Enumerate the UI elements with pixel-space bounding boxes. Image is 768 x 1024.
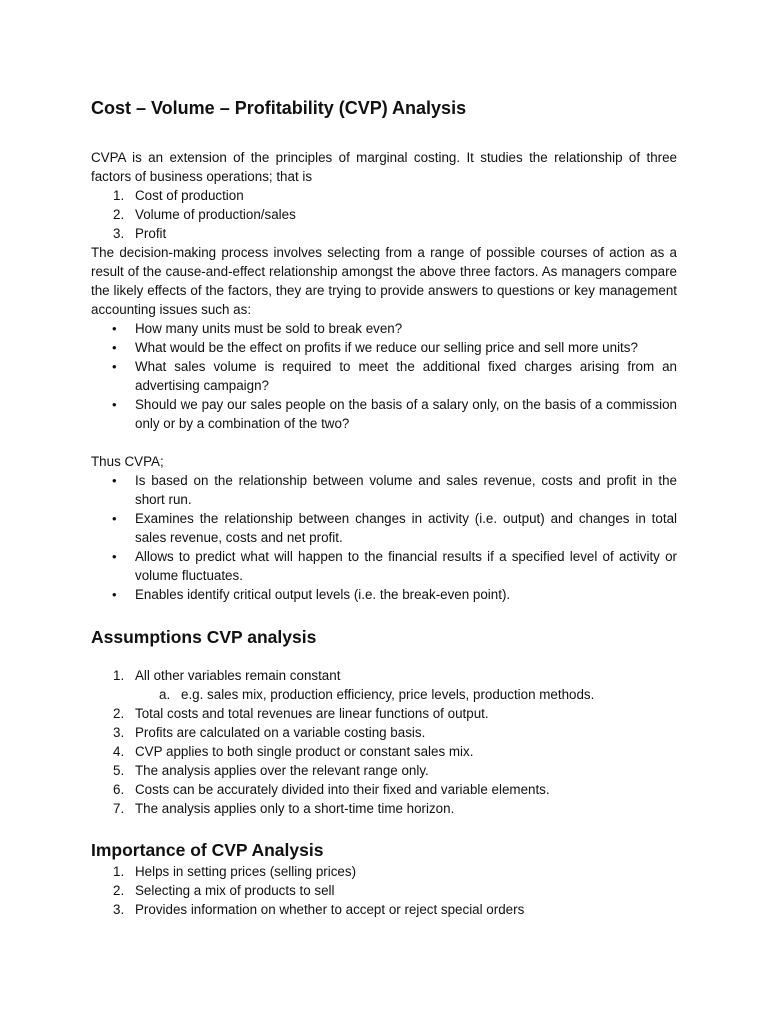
list-item	[91, 186, 677, 205]
assumptions-heading: Assumptions CVP analysis	[91, 627, 317, 647]
list-marker: 2.	[113, 207, 125, 222]
list-item-text: The analysis applies only to a short-time time horizon.	[135, 801, 455, 816]
list-item-text: Enables identify critical output levels (i.e. the break-even point).	[135, 587, 511, 602]
list-item-text: Cost of production	[135, 188, 244, 203]
importance-list	[91, 862, 677, 919]
list-item	[91, 780, 677, 799]
thus-label: Thus CVPA;	[91, 454, 164, 469]
list-item	[91, 723, 677, 742]
list-item-text: Helps in setting prices (selling prices)	[135, 864, 357, 879]
list-item-text: Volume of production/sales	[135, 207, 296, 222]
list-marker: 5.	[113, 763, 125, 778]
thus-list	[91, 471, 677, 604]
importance-heading: Importance of CVP Analysis	[91, 840, 324, 860]
list-marker: 1.	[113, 864, 125, 879]
bullet-icon: •	[112, 473, 117, 488]
list-item-text: Should we pay our sales people on the basis of a salary only, on the basis of a commission only or by a combination of the two?	[135, 397, 677, 431]
list-item	[91, 761, 677, 780]
bullet-icon: •	[112, 511, 117, 526]
bullet-icon: •	[112, 359, 117, 374]
list-item-text: Profit	[135, 226, 167, 241]
list-item-text: Costs can be accurately divided into their fixed and variable elements.	[135, 782, 550, 797]
bullet-icon: •	[112, 397, 117, 412]
list-item-text: Examines the relationship between changes in activity (i.e. output) and changes in total sales revenue, costs and net profit.	[135, 511, 677, 545]
list-item-text: Provides information on whether to accept or reject special orders	[135, 902, 525, 917]
list-item	[91, 799, 677, 818]
bullet-icon: •	[112, 321, 117, 336]
list-item	[91, 900, 677, 919]
list-item	[91, 666, 677, 685]
list-item-text: Profits are calculated on a variable costing basis.	[135, 725, 426, 740]
assumptions-list	[91, 666, 677, 685]
list-marker: 7.	[113, 801, 125, 816]
list-item	[91, 881, 677, 900]
list-item-text: How many units must be sold to break even?	[135, 321, 403, 336]
list-marker: 1.	[113, 188, 125, 203]
list-item	[91, 395, 677, 433]
list-item	[91, 585, 677, 604]
factors-list	[91, 186, 677, 243]
list-marker: 4.	[113, 744, 125, 759]
list-marker: 1.	[113, 668, 125, 683]
list-item-text: e.g. sales mix, production efficiency, price levels, production methods.	[181, 687, 595, 702]
list-item	[91, 547, 677, 585]
bullet-icon: •	[112, 340, 117, 355]
list-marker: 2.	[113, 883, 125, 898]
bullet-icon: •	[112, 587, 117, 602]
list-marker: a.	[159, 687, 171, 702]
list-item-text: The analysis applies over the relevant range only.	[135, 763, 429, 778]
list-item-text: CVP applies to both single product or constant sales mix.	[135, 744, 474, 759]
assumption-sub-list	[91, 685, 677, 704]
list-item	[91, 357, 677, 395]
list-item-text: Total costs and total revenues are linear functions of output.	[135, 706, 489, 721]
list-marker: 3.	[113, 725, 125, 740]
list-item-text: Allows to predict what will happen to the financial results if a specified level of activity or volume fluctuates.	[135, 549, 677, 583]
list-item-text: Is based on the relationship between volume and sales revenue, costs and profit in the short run.	[135, 473, 677, 507]
list-item	[91, 319, 677, 338]
list-marker: 3.	[113, 902, 125, 917]
assumptions-list-cont	[91, 704, 677, 818]
list-item	[91, 205, 677, 224]
decision-paragraph: The decision-making process involves selecting from a range of possible courses of action as a result of the cause-and-effect relationship amongst the above three factors. As managers compare the likely effects of the factors, they are trying to provide answers to questions or key management accounting issues such as:	[91, 245, 677, 317]
intro-paragraph: CVPA is an extension of the principles of marginal costing. It studies the relationship of three factors of business operations; that is	[91, 150, 677, 184]
list-item-text: What would be the effect on profits if we reduce our selling price and sell more units?	[135, 340, 638, 355]
list-item-text: All other variables remain constant	[135, 668, 341, 683]
list-item	[91, 338, 677, 357]
list-item	[91, 742, 677, 761]
questions-list	[91, 319, 677, 433]
list-item	[91, 471, 677, 509]
list-item	[91, 224, 677, 243]
list-item	[91, 862, 677, 881]
list-marker: 3.	[113, 226, 125, 241]
list-item-text: Selecting a mix of products to sell	[135, 883, 335, 898]
list-marker: 2.	[113, 706, 125, 721]
list-item	[91, 509, 677, 547]
list-item	[91, 685, 677, 704]
bullet-icon: •	[112, 549, 117, 564]
page-title: Cost – Volume – Profitability (CVP) Analysis	[91, 98, 467, 118]
list-item-text: What sales volume is required to meet the additional fixed charges arising from an advertising campaign?	[135, 359, 677, 393]
list-marker: 6.	[113, 782, 125, 797]
list-item	[91, 704, 677, 723]
